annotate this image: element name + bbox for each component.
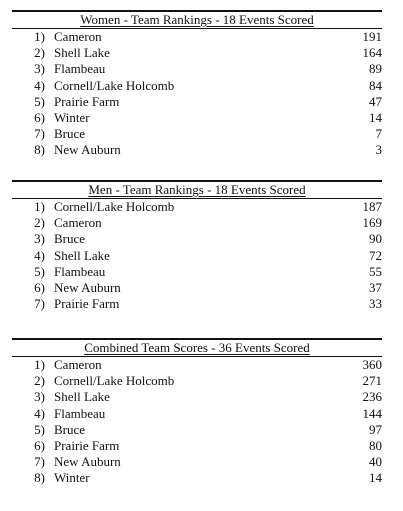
- ranking-row: [12, 470, 382, 486]
- ranking-row: [12, 264, 382, 280]
- women-team-rankings-section: [12, 10, 382, 159]
- team-score: 14: [369, 109, 382, 125]
- team-name: Cameron: [54, 215, 102, 231]
- team-score: 360: [362, 357, 382, 372]
- team-name: Cornell/Lake Holcomb: [54, 373, 175, 389]
- ranking-row: [12, 142, 382, 158]
- rank-label: 6): [34, 437, 45, 453]
- rank-label: 5): [34, 93, 45, 109]
- rank-label: 4): [34, 77, 45, 93]
- rank-label: 7): [34, 296, 45, 312]
- ranking-row: [12, 373, 382, 389]
- rank-label: 5): [34, 421, 45, 437]
- rank-label: 2): [34, 373, 45, 389]
- ranking-row: [12, 110, 382, 126]
- team-name: Prairie Farm: [54, 93, 120, 109]
- team-name: Cameron: [54, 29, 102, 44]
- team-score: 84: [369, 77, 382, 93]
- rank-label: 1): [34, 357, 45, 372]
- team-name: Shell Lake: [54, 247, 110, 263]
- team-name: Flambeau: [54, 405, 106, 421]
- team-name: Bruce: [54, 231, 86, 247]
- ranking-row: [12, 29, 382, 45]
- ranking-row: [12, 78, 382, 94]
- team-name: Winter: [54, 470, 90, 486]
- rank-label: 7): [34, 454, 45, 470]
- ranking-row: [12, 126, 382, 142]
- rankings-list: [12, 199, 382, 312]
- team-name: Prairie Farm: [54, 437, 120, 453]
- ranking-row: [12, 199, 382, 215]
- rank-label: 2): [34, 45, 45, 61]
- rank-label: 2): [34, 215, 45, 231]
- rank-label: 1): [34, 29, 45, 44]
- rank-label: 1): [34, 199, 45, 214]
- rank-label: 3): [34, 389, 45, 405]
- ranking-row: [12, 389, 382, 405]
- section-title: Combined Team Scores - 36 Events Scored: [84, 340, 310, 355]
- team-name: Flambeau: [54, 263, 106, 279]
- ranking-row: [12, 454, 382, 470]
- team-name: New Auburn: [54, 454, 121, 470]
- rank-label: 4): [34, 247, 45, 263]
- team-score: 90: [369, 231, 382, 247]
- section-title: Men - Team Rankings - 18 Events Scored: [88, 182, 306, 197]
- rank-label: 8): [34, 470, 45, 486]
- ranking-row: [12, 231, 382, 247]
- section-title: Women - Team Rankings - 18 Events Scored: [80, 12, 314, 27]
- team-score: 271: [362, 373, 382, 389]
- ranking-row: [12, 406, 382, 422]
- team-name: Cameron: [54, 357, 102, 372]
- team-score: 33: [369, 296, 382, 312]
- team-score: 187: [362, 199, 382, 214]
- team-score: 191: [362, 29, 382, 44]
- team-score: 37: [369, 279, 382, 295]
- rankings-list: [12, 29, 382, 159]
- team-name: Cornell/Lake Holcomb: [54, 199, 175, 214]
- combined-team-scores-section: [12, 338, 382, 487]
- team-score: 40: [369, 454, 382, 470]
- ranking-row: [12, 296, 382, 312]
- team-score: 97: [369, 421, 382, 437]
- ranking-row: [12, 94, 382, 110]
- team-score: 164: [362, 45, 382, 61]
- rank-label: 8): [34, 142, 45, 158]
- ranking-row: [12, 438, 382, 454]
- ranking-row: [12, 280, 382, 296]
- team-score: 144: [362, 405, 382, 421]
- team-score: 72: [369, 247, 382, 263]
- team-score: 47: [369, 93, 382, 109]
- ranking-row: [12, 45, 382, 61]
- rank-label: 6): [34, 279, 45, 295]
- rank-label: 6): [34, 109, 45, 125]
- team-score: 3: [375, 142, 382, 158]
- team-name: Prairie Farm: [54, 296, 120, 312]
- team-name: Shell Lake: [54, 45, 110, 61]
- rank-label: 3): [34, 231, 45, 247]
- team-score: 7: [375, 126, 382, 142]
- men-team-rankings-section: [12, 180, 382, 312]
- team-score: 169: [362, 215, 382, 231]
- rankings-list: [12, 357, 382, 487]
- team-name: Bruce: [54, 421, 86, 437]
- team-score: 14: [369, 470, 382, 486]
- ranking-row: [12, 215, 382, 231]
- team-score: 89: [369, 61, 382, 77]
- team-name: New Auburn: [54, 279, 121, 295]
- team-name: Cornell/Lake Holcomb: [54, 77, 175, 93]
- rank-label: 4): [34, 405, 45, 421]
- rank-label: 3): [34, 61, 45, 77]
- team-name: Shell Lake: [54, 389, 110, 405]
- ranking-row: [12, 357, 382, 373]
- team-name: Bruce: [54, 126, 86, 142]
- team-name: Flambeau: [54, 61, 106, 77]
- ranking-row: [12, 248, 382, 264]
- rank-label: 7): [34, 126, 45, 142]
- team-score: 55: [369, 263, 382, 279]
- team-score: 236: [362, 389, 382, 405]
- team-score: 80: [369, 437, 382, 453]
- team-name: Winter: [54, 109, 90, 125]
- ranking-row: [12, 422, 382, 438]
- rank-label: 5): [34, 263, 45, 279]
- team-name: New Auburn: [54, 142, 121, 158]
- ranking-row: [12, 61, 382, 77]
